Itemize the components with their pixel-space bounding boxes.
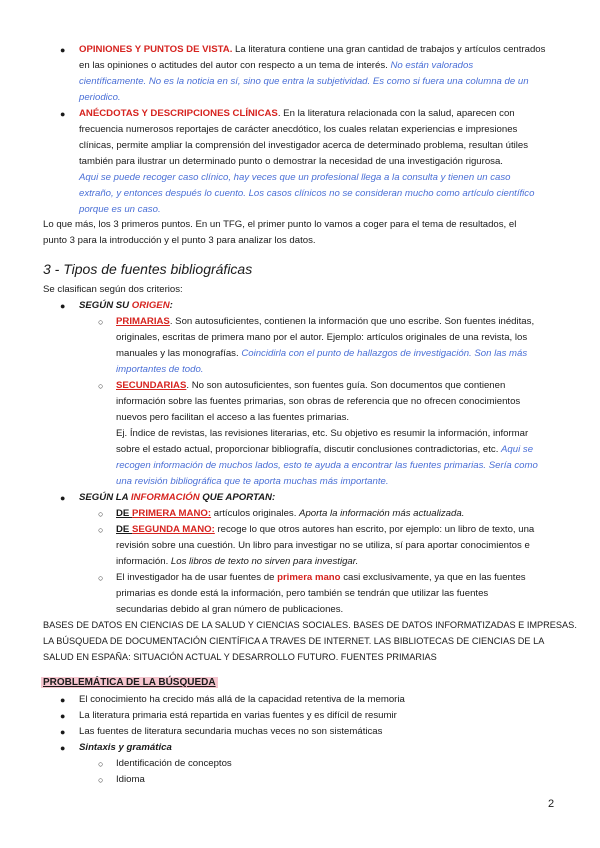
intro-line: Se clasifican según dos criterios: — [43, 284, 183, 295]
list-item: Las fuentes de literatura secundaria muchas veces no son sistemáticas — [79, 726, 383, 737]
bullet-dot: ● — [60, 301, 66, 311]
section-heading: 3 - Tipos de fuentes bibliográficas — [43, 261, 253, 277]
sub-bullet-circle: ○ — [98, 381, 104, 391]
sub-bullet-circle: ○ — [98, 317, 104, 327]
bullet-dot: ● — [60, 45, 66, 55]
paragraph-line: Ej. Índice de revistas, las revisiones literarias, etc. Su objetivo es resumir la información, informar — [116, 428, 529, 439]
paragraph-line: OPINIONES Y PUNTOS DE VISTA. La literatura contiene una gran cantidad de trabajos y artículos centrados — [79, 44, 546, 55]
paragraph-line: frecuencia numerosos reportajes de carácter anecdótico, los cuales relatan experiencias e impresiones — [79, 124, 518, 135]
paragraph-line: en las opiniones o actitudes del autor con respecto a un tema de interés. No están valorados — [79, 60, 474, 71]
sub-list-item: Idioma — [116, 774, 145, 785]
note-line: recogen información de muchos lados, esto te ayuda a encontrar las fuentes primarias. Sería como — [116, 460, 538, 471]
paragraph-line: también para ilustrar un determinado punto o demostrar la necesidad de una investigación rigurosa. — [79, 156, 503, 167]
paragraph-line: originales, escritas de primera mano por el autor. Ejemplo: artículos originales de una revista, los — [116, 332, 528, 343]
paragraph-line: primarias es donde está la información, pero también se tendrán que utilizar las fuentes — [116, 588, 489, 599]
paragraph-line: PRIMARIAS. Son autosuficientes, contienen la información que uno escribe. Son fuentes inéditas, — [116, 316, 535, 327]
list-item: Sintaxis y gramática — [79, 742, 172, 753]
sub-list-item: Identificación de conceptos — [116, 758, 232, 769]
sub-bullet-circle: ○ — [98, 525, 104, 535]
paragraph-line: secundarias debido al gran número de publicaciones. — [116, 604, 344, 615]
list-item: La literatura primaria está repartida en varias fuentes y es difícil de resumir — [79, 710, 397, 721]
paragraph-line: SALUD EN ESPAÑA: SITUACIÓN ACTUAL Y DESARROLLO FUTURO. FUENTES PRIMARIAS — [43, 652, 437, 662]
note-line: científicamente. No es la noticia en sí, sino que entra la subjetividad. Es como si fuera una columna de un — [79, 76, 529, 87]
note-line: importantes de todo. — [116, 364, 204, 375]
paragraph-line: LA BÚSQUEDA DE DOCUMENTACIÓN CIENTÍFICA A TRAVES DE INTERNET. LAS BIBLIOTECAS DE CIENCIAS DE LA — [43, 636, 545, 646]
paragraph-line: nuevos pero facilitan el acceso a las fuentes primarias. — [116, 412, 350, 423]
paragraph-line: manuales y las monografías. Coincidirla con el punto de hallazgos de investigación. Son las más — [116, 348, 528, 359]
sub-bullet-circle: ○ — [98, 775, 104, 785]
bullet-dot: ● — [60, 727, 66, 737]
paragraph-line: ANÉCDOTAS Y DESCRIPCIONES CLÍNICAS. En la literatura relacionada con la salud, aparecen con — [79, 108, 515, 119]
sub-bullet-circle: ○ — [98, 573, 104, 583]
page-number: 2 — [548, 798, 555, 810]
paragraph-line: sobre el estado actual, proporcionar bibliografía, discutir conclusiones contradictorias, etc. Aqui se — [116, 444, 534, 455]
paragraph-line: BASES DE DATOS EN CIENCIAS DE LA SALUD Y CIENCIAS SOCIALES. BASES DE DATOS INFORMATIZADAS E IMPRESAS. — [43, 620, 577, 630]
sub-bullet-circle: ○ — [98, 509, 104, 519]
paragraph-line: información. Los libros de texto no sirven para investigar. — [116, 556, 359, 567]
note-line: periodico. — [79, 92, 121, 103]
note-line: extraño, y entonces después lo cuento. Los casos clínicos no se consideran mucho como artículo científico — [79, 188, 535, 199]
note-line: una revisión bibliográfica que te aporta muchas más importante. — [116, 476, 389, 487]
bullet-dot: ● — [60, 109, 66, 119]
paragraph-line: El investigador ha de usar fuentes de primera mano casi exclusivamente, ya que en las fuentes — [116, 572, 526, 583]
criterion-informacion: SEGÚN LA INFORMACIÓN QUE APORTAN: — [79, 492, 276, 503]
paragraph-line: revisión sobre una cuestión. Un libro para investigar no se utiliza, sí para aportar conocimientos e — [116, 540, 530, 551]
paragraph-line: DE PRIMERA MANO: artículos originales. Aporta la información más actualizada. — [116, 508, 465, 519]
bullet-dot: ● — [60, 493, 66, 503]
paragraph-line: Lo que más, los 3 primeros puntos. En un TFG, el primer punto lo vamos a coger para el tema de resultados, el — [43, 219, 517, 230]
bullet-dot: ● — [60, 711, 66, 721]
paragraph-line: punto 3 para la introducción y el punto 3 para analizar los datos. — [43, 235, 316, 246]
criterion-origen: SEGÚN SU ORIGEN: — [79, 300, 173, 311]
list-item: El conocimiento ha crecido más allá de la capacidad retentiva de la memoria — [79, 694, 405, 705]
paragraph-line: clínicas, permite ampliar la comprensión del investigador acerca de determinado problema, resultan útiles — [79, 140, 528, 151]
paragraph-line: información sobre las fuentes primarias, son obras de referencia que no ofrecen conocimientos — [116, 396, 521, 407]
paragraph-line: SECUNDARIAS. No son autosuficientes, son fuentes guía. Son documentos que contienen — [116, 380, 506, 391]
bullet-dot: ● — [60, 695, 66, 705]
sub-bullet-circle: ○ — [98, 759, 104, 769]
highlighted-heading: PROBLEMÁTICA DE LA BÚSQUEDA — [43, 677, 216, 688]
note-line: Aqui se puede recoger caso clínico, hay veces que un profesional llega a la consulta y tienen un caso — [79, 172, 511, 183]
note-line: porque es un caso. — [79, 204, 161, 215]
bullet-dot: ● — [60, 743, 66, 753]
paragraph-line: DE SEGUNDA MANO: recoge lo que otros autores han escrito, por ejemplo: un libro de texto, una — [116, 524, 535, 535]
